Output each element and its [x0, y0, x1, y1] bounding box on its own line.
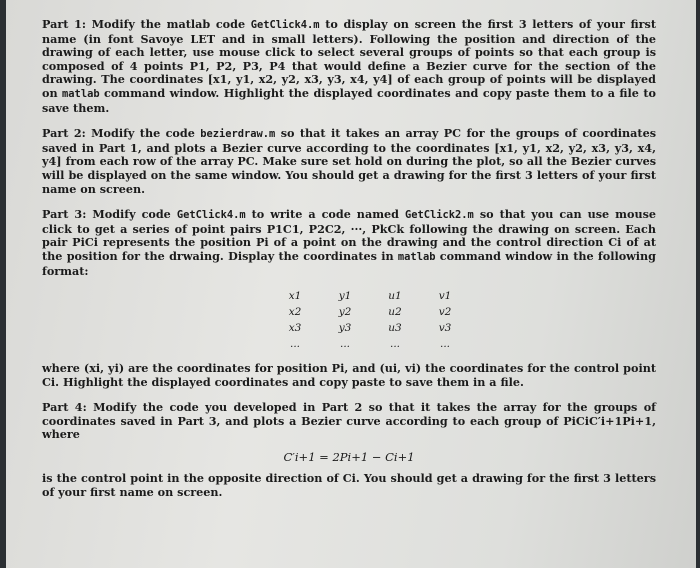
coordinate-format-table [270, 288, 470, 352]
part3-heading: Part 3: [42, 207, 87, 222]
table-cell: v1 [438, 290, 452, 303]
part1-paragraph [42, 18, 656, 115]
part4-text-3: , and plots a Bezier curve according to each group of PiCiC′i+1Pi+1, where [42, 413, 656, 442]
table-row [270, 336, 470, 352]
part4-text-2: so that it takes the array for the groups of coordinates saved in [42, 400, 656, 428]
part2-text-1: Modify the code [85, 126, 201, 141]
part4-after-text: is the control point in the opposite direction of Ci. You should get a drawing for the first 3 letters of your first name on screen. [42, 471, 656, 499]
part3-text-3: so that you can use mouse click to get a series of point pairs P1C1, P2C2, ···, PkCk following the drawing on screen. Each pair PiCi represents the position Pi of a point on the drawing and the control direction Ci of at the position for the drwaing. Display the coordinates in [42, 207, 657, 263]
table-row [270, 320, 470, 336]
part1-text-3: command window. Highlight the displayed coordinates and copy paste them to a file to save them. [42, 85, 656, 115]
table-cell: v3 [438, 322, 452, 335]
table-cell: x1 [288, 290, 302, 303]
part1-text-2: to display on screen the first 3 letters of your first name (in font Savoye LET and in small letters). Following the position and direction of the drawing of each letter, use mouse click to select several groups of points so that each group is composed of 4 points P1, P2, P3, P4 that would define a Bezier curve for the section of the drawing. The coordinates [x1, y1, x2, y2, x3, y3, x4, y4] of each group of points will be displayed on [42, 17, 657, 100]
table-row [270, 304, 470, 320]
part3-code-getclick2: GetClick2.m [404, 209, 474, 222]
part1-heading: Part 1: [42, 17, 86, 31]
part4-bold-part2: Part 2 [321, 400, 363, 415]
control-point-formula: C′i+1 = 2Pi+1 − Ci+1 [283, 450, 415, 465]
table-cell: u3 [388, 322, 402, 335]
table-cell: y2 [338, 306, 352, 319]
part4-paragraph [42, 401, 656, 442]
table-cell: ... [339, 338, 350, 351]
table-cell: ... [439, 338, 450, 351]
part3-after-text: where (xi, yi) are the coordinates for position Pi, and (ui, vi) the coordinates for the control point Ci. Highlight the displayed coordinates and copy paste to save them in a file. [42, 361, 656, 389]
part3-code-getclick4: GetClick4.m [176, 209, 246, 222]
table-cell: u2 [388, 306, 402, 319]
part4-after-paragraph [42, 472, 656, 499]
part4-heading: Part 4: [42, 400, 87, 415]
table-cell: y3 [338, 322, 352, 335]
table-cell: ... [289, 338, 300, 351]
part3-text-4: command window in the following format: [42, 248, 656, 278]
part3-text-1: Modify code [86, 207, 177, 222]
table-cell: ... [389, 338, 400, 351]
part3-code-matlab: matlab [397, 250, 436, 263]
part3-after-paragraph [42, 362, 656, 389]
part3-paragraph [42, 208, 656, 278]
part1-code-matlab: matlab [62, 87, 100, 100]
part2-heading: Part 2: [42, 126, 86, 141]
part2-code-bezierdraw: bezierdraw.m [200, 128, 276, 141]
table-cell: u1 [388, 290, 402, 303]
part3-text-2: to write a code named [245, 207, 405, 222]
part1-code-getclick4: GetClick4.m [250, 19, 320, 31]
part1-text-1: Modify the matlab code [86, 17, 251, 31]
document-page [6, 0, 696, 568]
table-row [270, 288, 470, 304]
table-cell: x2 [288, 306, 302, 319]
part2-paragraph [42, 127, 656, 196]
part2-text-2: so that it takes an array PC for the groups of coordinates saved in Part 1, and plots a Bezier curve according to the coordinates [x1, y1, x2, y2, x3, y3, x4, y4] from each row of the array PC. Make sure set hold on during the plot, so all the Bezier curves will be displayed on the same window. You should get a drawing for the first 3 letters of your first name on screen. [42, 126, 657, 196]
table-cell: v2 [438, 306, 452, 319]
part4-bold-part3: Part 3 [177, 413, 217, 428]
table-cell: x3 [288, 322, 302, 335]
part4-text-1: Modify the code you developed in [86, 400, 322, 415]
table-cell: y1 [338, 290, 352, 303]
